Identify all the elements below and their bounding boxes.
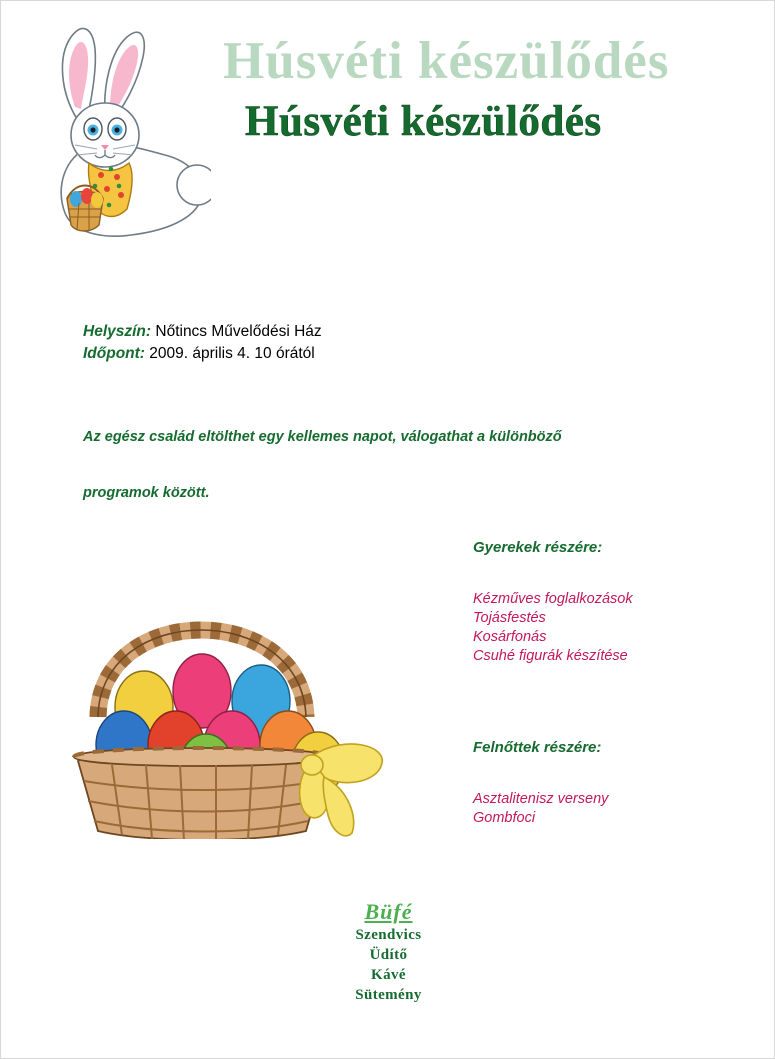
list-item: Csuhé figurák készítése <box>473 648 628 664</box>
list-item: Kosárfonás <box>473 629 547 645</box>
buffet-title: Büfé <box>364 899 413 924</box>
kids-program-heading: Gyerekek részére: <box>473 539 603 556</box>
intro-paragraph <box>83 409 723 521</box>
adults-program-list <box>473 790 608 828</box>
intro-line-1: Az egész család eltölthet egy kellemes napot, válogathat a különböző <box>83 429 562 445</box>
event-info <box>83 321 703 365</box>
intro-line-2: programok között. <box>83 485 210 501</box>
list-item: Kávé <box>371 967 406 983</box>
poster-title-shadow: Húsvéti készülődés <box>223 32 670 90</box>
list-item: Szendvics <box>355 927 422 943</box>
event-date-line <box>83 343 703 365</box>
kids-program-list <box>473 590 633 666</box>
page-title: Húsvéti készülődés <box>245 98 602 145</box>
list-item: Kézműves foglalkozások <box>473 591 633 607</box>
list-item: Gombfoci <box>473 810 536 826</box>
easter-bunny-icon <box>31 23 211 243</box>
adults-program-section <box>473 739 608 828</box>
list-item: Asztalitenisz verseny <box>473 791 609 807</box>
date-label: Időpont: <box>83 345 145 362</box>
event-place-line <box>83 321 703 343</box>
kids-program-section <box>473 539 633 666</box>
list-item: Sütemény <box>355 987 422 1003</box>
place-label: Helyszín: <box>83 323 152 340</box>
list-item: Tojásfestés <box>473 610 546 626</box>
easter-egg-basket-icon <box>56 549 386 839</box>
adults-program-heading: Felnőttek részére: <box>473 739 602 756</box>
date-value: 2009. április 4. 10 órától <box>149 345 315 362</box>
list-item: Üdítő <box>369 947 408 963</box>
buffet-section <box>1 899 775 1005</box>
place-value: Nőtincs Művelődési Ház <box>155 323 322 340</box>
